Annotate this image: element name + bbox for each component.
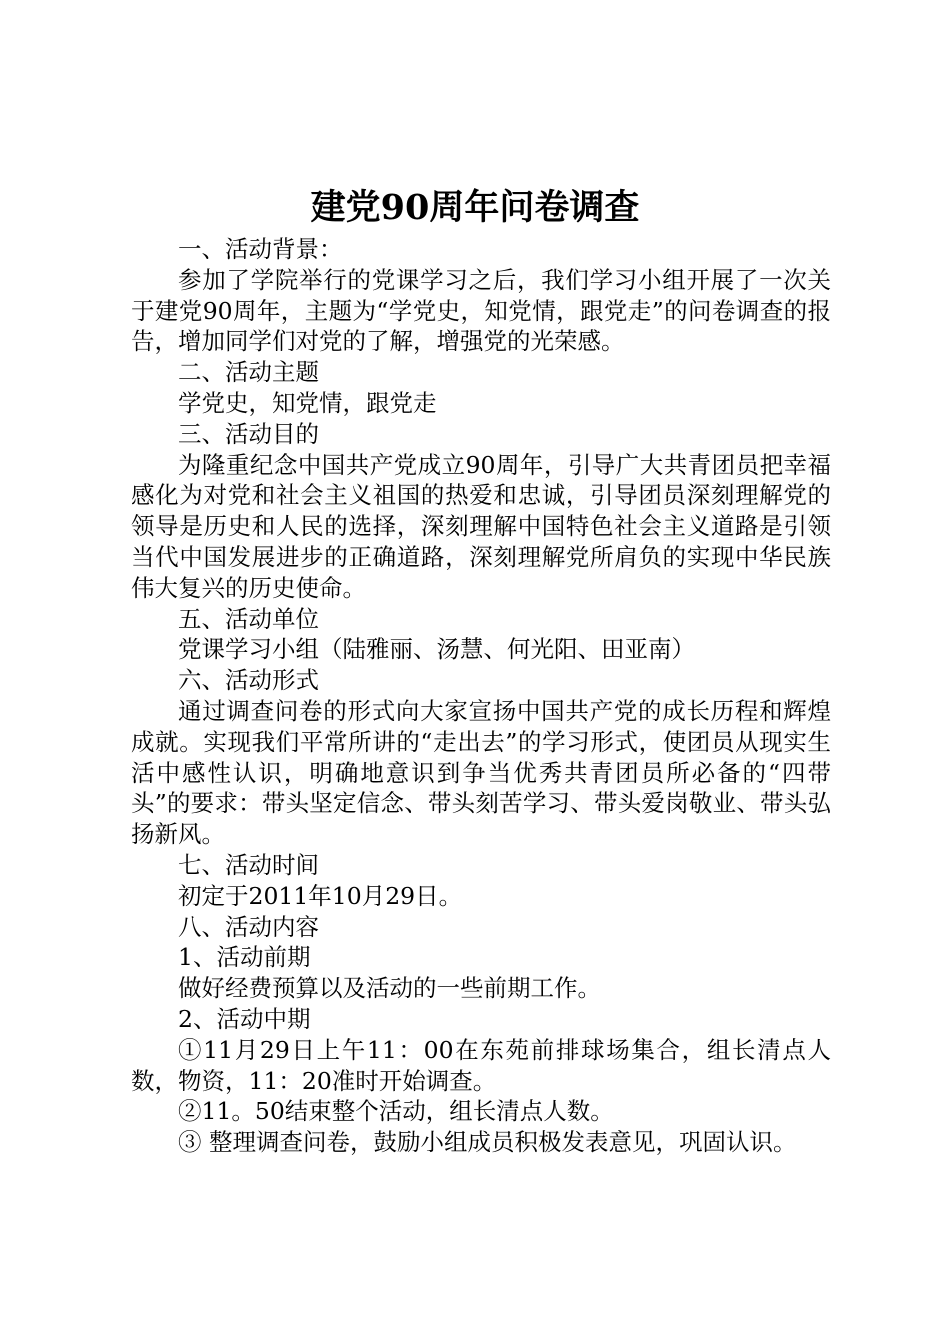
- section-heading-unit: 五、活动单位: [178, 604, 319, 633]
- paragraph-time: 初定于2011年10月29日。: [178, 881, 463, 910]
- section-heading-format: 六、活动形式: [178, 666, 319, 695]
- section-heading-background: 一、活动背景：: [178, 235, 343, 263]
- paragraph-format: 通过调查问卷的形式向大家宣扬中国共产党的成长历程和辉煌成就。实现我们平常所讲的“走出去”的学习形式，使团员从现实生活中感性认识，明确地意识到争当优秀共青团员所必备的“四带头”的要求：带头坚定信念、带头刻苦学习、带头爱岗敬业、带头弘扬新风。: [131, 696, 831, 849]
- list-item-step-1: ①11月29日上午11：00在东苑前排球场集合，组长清点人数，物资，11：20准时开始调查。: [131, 1035, 831, 1095]
- subheading-middle-stage: 2、活动中期: [178, 1004, 311, 1033]
- document-body: [131, 234, 831, 1158]
- document-title: 建党90周年问卷调查: [310, 187, 640, 228]
- paragraph-early-stage: 做好经费预算以及活动的一些前期工作。: [178, 974, 601, 1003]
- paragraph-unit: 党课学习小组（陆雅丽、汤慧、何光阳、田亚南）: [178, 635, 695, 664]
- paragraph-purpose: 为隆重纪念中国共产党成立90周年，引导广大共青团员把幸福感化为对党和社会主义祖国的热爱和忠诚，引导团员深刻理解党的领导是历史和人民的选择，深刻理解中国特色社会主义道路是引领当代中国发展进步的正确道路，深刻理解党所肩负的实现中华民族伟大复兴的历史使命。: [131, 450, 831, 602]
- paragraph-theme: 学党史，知党情，跟党走: [178, 388, 437, 417]
- paragraph-background: 参加了学院举行的党课学习之后，我们学习小组开展了一次关于建党90周年，主题为“学党史，知党情，跟党走”的问卷调查的报告，增加同学们对党的了解，增强党的光荣感。: [131, 265, 831, 356]
- section-heading-purpose: 三、活动目的: [178, 419, 319, 448]
- list-item-step-3: ③ 整理调查问卷，鼓励小组成员积极发表意见，巩固认识。: [178, 1128, 797, 1157]
- section-heading-theme: 二、活动主题: [178, 358, 319, 387]
- list-item-step-2: ②11。50结束整个活动，组长清点人数。: [178, 1097, 614, 1126]
- section-heading-time: 七、活动时间: [178, 850, 319, 879]
- subheading-early-stage: 1、活动前期: [178, 943, 311, 972]
- section-heading-content: 八、活动内容: [178, 912, 319, 941]
